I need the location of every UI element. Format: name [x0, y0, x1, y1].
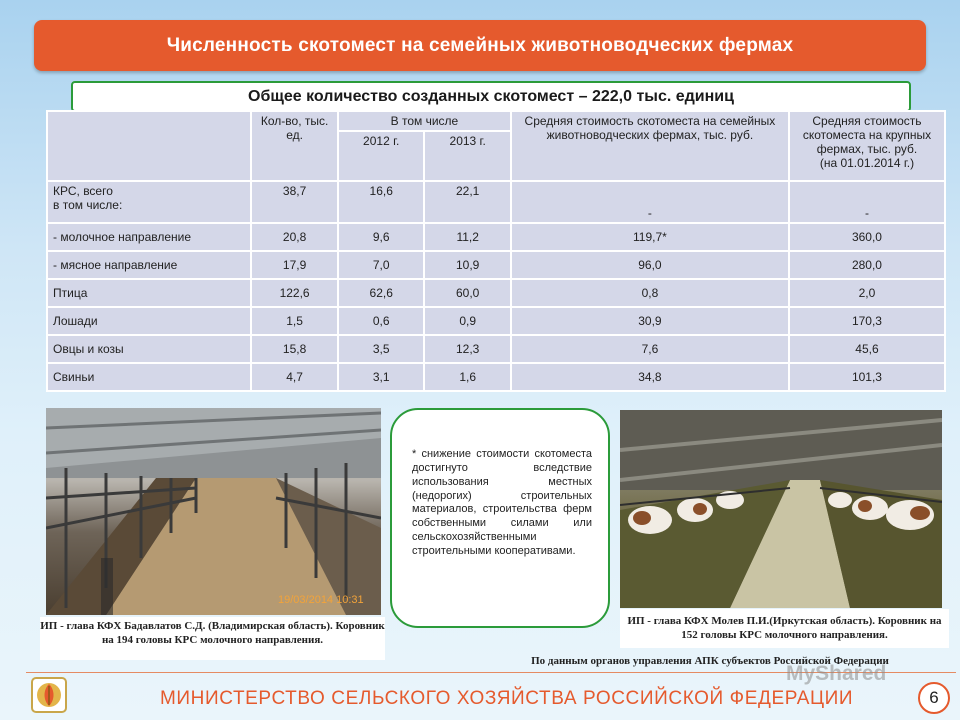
cell-2012: 3,1	[338, 363, 424, 391]
cell-avg-family: 0,8	[511, 279, 789, 307]
cell-2012: 7,0	[338, 251, 424, 279]
cell-2013: 1,6	[424, 363, 510, 391]
row-name: - молочное направление	[47, 223, 251, 251]
cell-qty: 17,9	[251, 251, 338, 279]
row-name: Овцы и козы	[47, 335, 251, 363]
cell-avg-family: 119,7*	[511, 223, 789, 251]
table-header-row	[47, 111, 945, 131]
barn-photo-right	[620, 410, 942, 608]
header-avg-large-text: Средняя стоимость скотоместа на крупных фермах, тыс. руб.	[802, 114, 932, 156]
row-name: - мясное направление	[47, 251, 251, 279]
table-row	[47, 307, 945, 335]
table-row	[47, 335, 945, 363]
header-avg-large	[789, 111, 945, 181]
cell-2013: 12,3	[424, 335, 510, 363]
cell-avg-family: 30,9	[511, 307, 789, 335]
row-name-line1: КРС, всего	[53, 184, 113, 198]
header-including: В том числе	[338, 111, 511, 131]
cell-2012: 9,6	[338, 223, 424, 251]
row-name: Птица	[47, 279, 251, 307]
cell-avg-large: 45,6	[789, 335, 945, 363]
cell-2012: 62,6	[338, 279, 424, 307]
footnote-box	[390, 408, 610, 628]
table-row	[47, 363, 945, 391]
total-subtitle: Общее количество созданных скотомест – 222,0 тыс. единиц	[71, 81, 911, 112]
page-number: 6	[918, 682, 950, 714]
cell-qty: 15,8	[251, 335, 338, 363]
header-avg-large-date: (на 01.01.2014 г.)	[819, 156, 915, 170]
header-avg-family: Средняя стоимость скотоместа на семейных животноводческих фермах, тыс. руб.	[511, 111, 789, 181]
row-name: Лошади	[47, 307, 251, 335]
header-empty	[47, 111, 251, 181]
right-photo-caption: ИП - глава КФХ Молев П.И.(Иркутская область). Коровник на 152 головы КРС молочного направления.	[620, 609, 949, 648]
table-row	[47, 279, 945, 307]
cell-avg-family: 34,8	[511, 363, 789, 391]
cell-avg-family: 96,0	[511, 251, 789, 279]
ministry-name: МИНИСТЕРСТВО СЕЛЬСКОГО ХОЗЯЙСТВА РОССИЙСКОЙ ФЕДЕРАЦИИ	[160, 688, 854, 709]
cell-avg-large: 280,0	[789, 251, 945, 279]
row-name: Свиньи	[47, 363, 251, 391]
barn-interior-illustration	[46, 408, 381, 615]
livestock-places-table	[46, 110, 946, 392]
footnote-text: * снижение стоимости скотоместа достигнуто вследствие использования местных (недорогих) строительных материалов, строительства ферм собственными силами или сельскохозяйственными строительными кооперативами.	[412, 448, 592, 558]
header-2013: 2013 г.	[424, 131, 510, 181]
slide-title: Численность скотомест на семейных животноводческих фермах	[34, 20, 926, 71]
header-qty: Кол-во, тыс. ед.	[251, 111, 338, 181]
cell-avg-large: 101,3	[789, 363, 945, 391]
cell-qty: 38,7	[251, 181, 338, 223]
cell-qty: 20,8	[251, 223, 338, 251]
barn-photo-left	[46, 408, 381, 615]
cows-barn-illustration	[620, 410, 942, 608]
table-row	[47, 223, 945, 251]
cell-2013: 11,2	[424, 223, 510, 251]
ministry-emblem-icon	[30, 676, 68, 714]
cell-qty: 4,7	[251, 363, 338, 391]
row-name	[47, 181, 251, 223]
cell-2012: 16,6	[338, 181, 424, 223]
cell-2013: 0,9	[424, 307, 510, 335]
cell-2013: 60,0	[424, 279, 510, 307]
cell-qty: 1,5	[251, 307, 338, 335]
cell-2013: 10,9	[424, 251, 510, 279]
cell-avg-large: 170,3	[789, 307, 945, 335]
cell-2013: 22,1	[424, 181, 510, 223]
table-row	[47, 251, 945, 279]
cell-avg-family: -	[511, 181, 789, 223]
left-photo-caption: ИП - глава КФХ Бадавлатов С.Д. (Владимирская область). Коровник на 194 головы КРС молочного направления.	[40, 617, 385, 660]
cell-avg-family: 7,6	[511, 335, 789, 363]
cell-2012: 0,6	[338, 307, 424, 335]
cell-avg-large: -	[789, 181, 945, 223]
row-name-line2: в том числе:	[53, 198, 123, 212]
cell-avg-large: 2,0	[789, 279, 945, 307]
cell-2012: 3,5	[338, 335, 424, 363]
cell-qty: 122,6	[251, 279, 338, 307]
cell-avg-large: 360,0	[789, 223, 945, 251]
photo-timestamp: 19/03/2014 10:31	[278, 594, 364, 606]
table-row	[47, 181, 945, 223]
data-source-note: По данным органов управления АПК субъектов Российской Федерации	[531, 655, 889, 667]
header-2012: 2012 г.	[338, 131, 424, 181]
watermark: MyShared	[786, 662, 887, 685]
